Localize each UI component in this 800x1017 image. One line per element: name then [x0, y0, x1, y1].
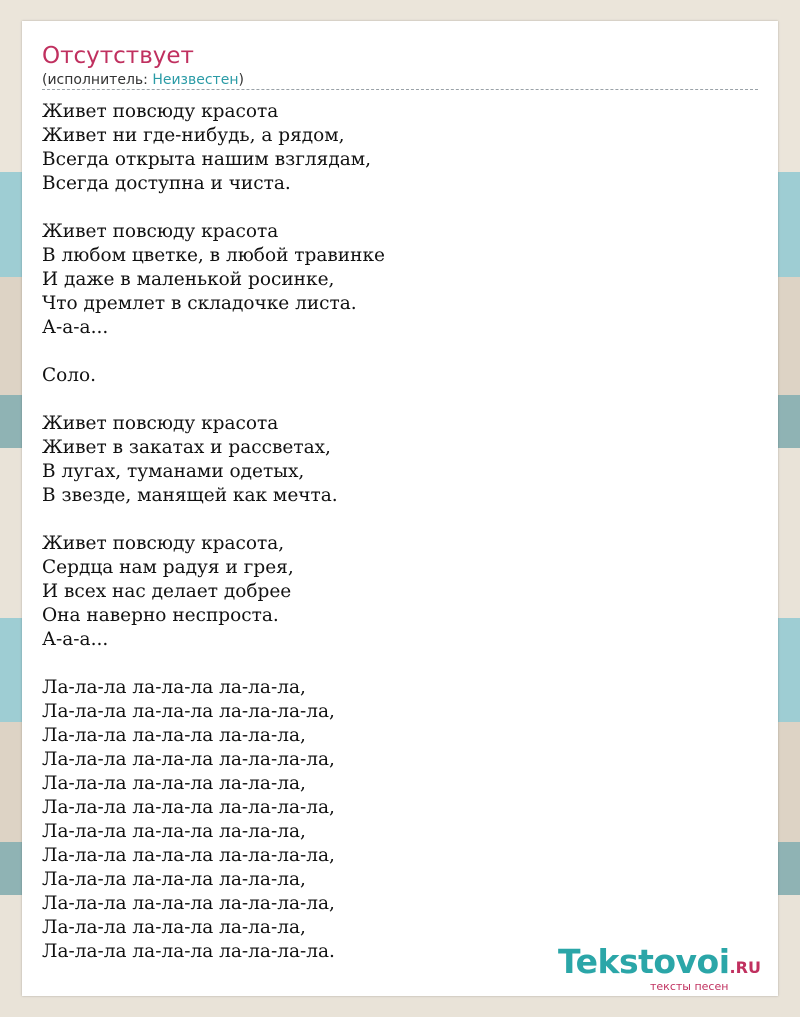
logo-brand: Tekstovoi	[558, 942, 730, 981]
lyric-line: Живет повсюду красота	[42, 101, 279, 122]
lyric-line: Ла-ла-ла ла-ла-ла ла-ла-ла,	[42, 773, 306, 794]
lyric-line: Соло.	[42, 365, 97, 386]
lyric-line	[42, 508, 385, 532]
lyric-line: Ла-ла-ла ла-ла-ла ла-ла-ла,	[42, 917, 306, 938]
site-logo[interactable]	[558, 942, 768, 996]
lyric-line: В звезде, манящей как мечта.	[42, 485, 338, 506]
lyric-line	[42, 388, 385, 412]
lyric-line: Ла-ла-ла ла-ла-ла ла-ла-ла-ла.	[42, 941, 335, 962]
lyric-line	[42, 196, 385, 220]
artist-prefix: (исполнитель:	[42, 72, 153, 88]
lyric-line: Что дремлет в складочке листа.	[42, 293, 357, 314]
lyrics-text	[42, 100, 385, 964]
lyric-line: Сердца нам радуя и грея,	[42, 557, 294, 578]
lyric-line: Ла-ла-ла ла-ла-ла ла-ла-ла,	[42, 821, 306, 842]
lyric-line	[42, 340, 385, 364]
lyric-line: Ла-ла-ла ла-ла-ла ла-ла-ла-ла,	[42, 797, 335, 818]
lyric-line: Ла-ла-ла ла-ла-ла ла-ла-ла-ла,	[42, 701, 335, 722]
lyric-line: В лугах, туманами одетых,	[42, 461, 305, 482]
lyric-line: А-а-а...	[42, 317, 109, 338]
lyric-line: Ла-ла-ла ла-ла-ла ла-ла-ла,	[42, 725, 306, 746]
lyric-line: Живет ни где-нибудь, а рядом,	[42, 125, 345, 146]
artist-suffix: )	[238, 72, 244, 88]
lyric-line: Ла-ла-ла ла-ла-ла ла-ла-ла,	[42, 677, 306, 698]
logo-tagline: тексты песен	[650, 980, 729, 993]
logo-wordmark	[558, 942, 761, 981]
song-title: Отсутствует	[42, 43, 194, 69]
lyric-line: Ла-ла-ла ла-ла-ла ла-ла-ла,	[42, 869, 306, 890]
lyric-line: Живет в закатах и рассветах,	[42, 437, 331, 458]
lyric-line: В любом цветке, в любой травинке	[42, 245, 385, 266]
lyric-line: Живет повсюду красота	[42, 413, 279, 434]
lyric-line: Всегда доступна и чиста.	[42, 173, 291, 194]
lyric-line: Живет повсюду красота,	[42, 533, 285, 554]
lyric-line: Всегда открыта нашим взглядам,	[42, 149, 372, 170]
logo-tld: .RU	[729, 958, 761, 977]
lyric-line: И даже в маленькой росинке,	[42, 269, 335, 290]
lyric-line: Она наверно неспроста.	[42, 605, 279, 626]
lyric-line: И всех нас делает добрее	[42, 581, 292, 602]
lyric-line: Ла-ла-ла ла-ла-ла ла-ла-ла-ла,	[42, 845, 335, 866]
artist-line	[42, 70, 244, 90]
title-divider	[42, 89, 758, 90]
lyric-line: Ла-ла-ла ла-ла-ла ла-ла-ла-ла,	[42, 893, 335, 914]
lyric-line: А-а-а...	[42, 629, 109, 650]
lyric-line	[42, 652, 385, 676]
lyrics-card	[22, 21, 778, 996]
artist-link[interactable]: Неизвестен	[152, 72, 239, 88]
lyric-line: Живет повсюду красота	[42, 221, 279, 242]
lyric-line: Ла-ла-ла ла-ла-ла ла-ла-ла-ла,	[42, 749, 335, 770]
